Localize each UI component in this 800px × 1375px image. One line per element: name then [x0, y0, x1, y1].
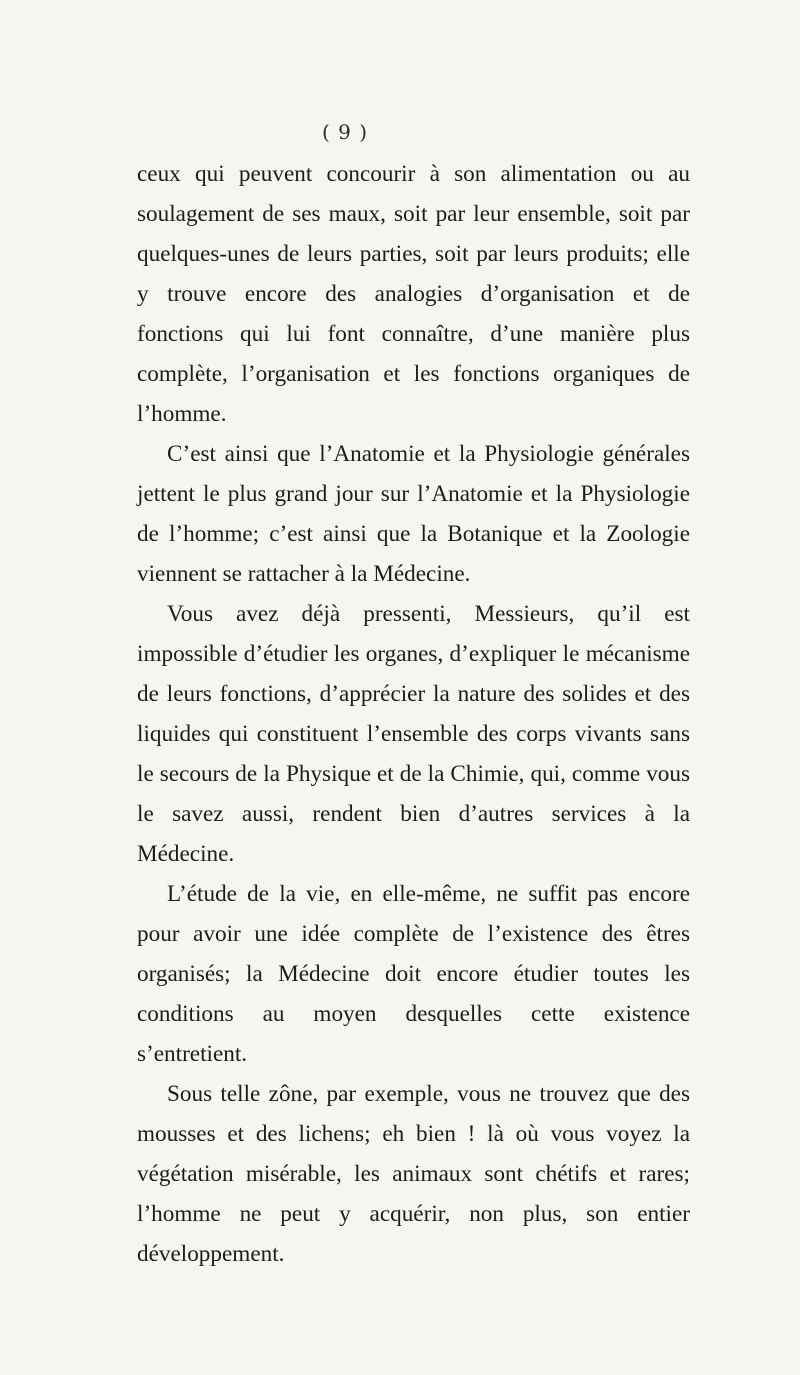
page-number: ( 9 ): [321, 120, 369, 144]
paragraph: Sous telle zône, par exemple, vous ne trouvez que des mousses et des lichens; eh bien ! là où vous voyez la végétation misérable, les animaux sont chétifs et rares; l’homme ne peut y acquérir, non plus, son entier développement.: [137, 1081, 690, 1267]
paragraph: C’est ainsi que l’Anatomie et la Physiologie générales jettent le plus grand jour sur l’Anatomie et la Physiologie de l’homme; c’est ainsi que la Botanique et la Zoologie viennent se rattacher à la Médecine.: [137, 441, 690, 587]
body-text: [137, 154, 690, 1274]
paragraph: L’étude de la vie, en elle-même, ne suffit pas encore pour avoir une idée complète de l’existence des êtres organisés; la Médecine doit encore étudier toutes les conditions au moyen desquelles cette existence s’entretient.: [137, 881, 690, 1067]
paragraph: ceux qui peuvent concourir à son alimentation ou au soulagement de ses maux, soit par leur ensemble, soit par quelques-unes de leurs parties, soit par leurs produits; elle y trouve encore des analogies d’organisation et de fonctions qui lui font connaître, d’une manière plus complète, l’organisation et les fonctions organiques de l’homme.: [137, 161, 690, 427]
paragraph: Vous avez déjà pressenti, Messieurs, qu’il est impossible d’étudier les organes, d’expliquer le mécanisme de leurs fonctions, d’apprécier la nature des solides et des liquides qui constituent l’ensemble des corps vivants sans le secours de la Physique et de la Chimie, qui, comme vous le savez aussi, rendent bien d’autres services à la Médecine.: [137, 601, 690, 867]
